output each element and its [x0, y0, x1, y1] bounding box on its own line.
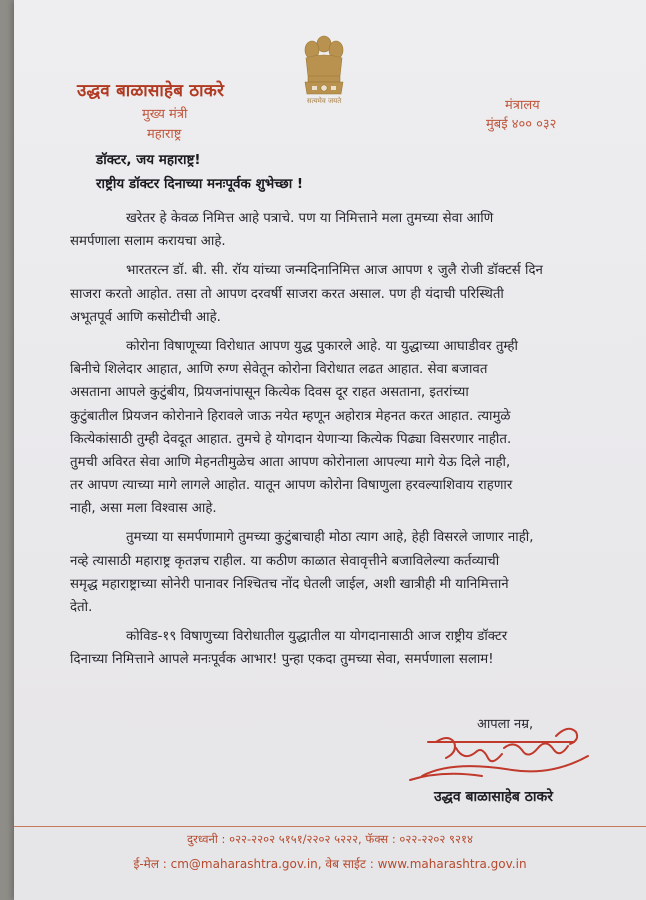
salutation: डॉक्टर, जय महाराष्ट्र!: [96, 152, 201, 168]
body-line: साजरा करतो आहोत. तसा तो आपण दरवर्षी साजरा करत असाल. पण ही यंदाची परिस्थिती: [70, 286, 504, 302]
address-line-1: मंत्रालय: [505, 98, 540, 113]
sender-state: महाराष्ट्र: [147, 127, 182, 142]
closing: आपला नम्र,: [477, 717, 534, 732]
body-line: समर्पणाला सलाम करायचा आहे.: [70, 234, 226, 250]
footer-email-website: ई-मेल : cm@maharashtra.gov.in, वेब साईट : www.maharashtra.gov.in: [133, 857, 527, 871]
body-line: असताना आपले कुटुंबीय, प्रियजनांपासून कित्येक दिवस दूर राहत असताना, इतरांच्या: [70, 385, 469, 401]
sender-title: मुख्य मंत्री: [142, 107, 188, 122]
body-line: तुमची अविरत सेवा आणि मेहनतीमुळेच आता आपण कोरोनाला आपल्या मागे येऊ दिले नाही,: [70, 454, 511, 470]
signatory-name: उद्धव बाळासाहेब ठाकरे: [434, 789, 554, 805]
body-line: नाही, असा मला विश्वास आहे.: [70, 501, 217, 517]
body-line: कुटुंबातील प्रियजन कोरोनाने हिरावले जाऊ नयेत म्हणून अहोरात्र मेहनत करत आहात. त्यामुळे: [70, 408, 511, 424]
body-line: समृद्ध महाराष्ट्राच्या सोनेरी पानावर निश्चितच नोंद घेतली जाईल, अशी खात्रीही मी यानिमित्ताने: [70, 576, 509, 592]
body-line: अभूतपूर्व आणि कसोटीची आहे.: [70, 309, 221, 325]
address-line-2: मुंबई ४०० ०३२: [486, 117, 557, 132]
sender-name: उद्धव बाळासाहेब ठाकरे: [77, 81, 225, 101]
body-line: बिनीचे शिलेदार आहात, आणि रुग्ण सेवेतून कोरोना विरोधात लढत आहात. सेवा बजावत: [70, 362, 488, 378]
body-line: खरेतर हे केवळ निमित्त आहे पत्राचे. पण या निमित्ताने मला तुमच्या सेवा आणि: [126, 211, 494, 226]
body-line: भारतरत्न डॉ. बी. सी. रॉय यांच्या जन्मदिनानिमित्त आज आपण १ जुलै रोजी डॉक्टर्स दिन: [126, 263, 543, 279]
body-line: कोविड-१९ विषाणुच्या विरोधातील युद्धातील या योगदानासाठी आज राष्ट्रीय डॉक्टर: [126, 629, 508, 645]
body-line: कोरोना विषाणूच्या विरोधात आपण युद्ध पुकारले आहे. या युद्धाच्या आघाडीवर तुम्ही: [126, 338, 518, 354]
handwritten-signature: [392, 718, 592, 788]
body-line: तुमच्या या समर्पणामागे तुमच्या कुटुंबाचाही मोठा त्याग आहे, हेही विसरले जाणार नाही,: [126, 530, 534, 546]
body-line: नव्हे त्यासाठी महाराष्ट्र कृतज्ञच राहील. या कठीण काळात सेवावृत्तीने बजाविलेल्या कर्तव्याची: [70, 553, 500, 569]
body-line: कित्येकांसाठी तुम्ही देवदूत आहात. तुमचे हे योगदान येणाऱ्या कित्येक पिढ्या विसरणार नाहीत.: [70, 431, 512, 447]
footer-phone-fax: दुरध्वनी : ०२२-२२०२ ५१५१/२२०२ ५२२२, फॅक्स : ०२२-२२०२ ९२१४: [187, 832, 473, 846]
footer-divider: [14, 826, 646, 827]
letter-body: [70, 207, 618, 672]
body-line: देतो.: [70, 600, 93, 615]
emblem-motto: सत्यमेव जयते: [306, 97, 342, 105]
body-line: तर आपण त्याच्या मागे लागले आहोत. यातून आपण कोरोना विषाणुला हरवल्याशिवाय राहणार: [70, 478, 513, 494]
letter-page: [14, 0, 646, 900]
body-line: दिनाच्या निमित्ताने आपले मनःपूर्वक आभार! पुन्हा एकदा तुमच्या सेवा, समर्पणाला सलाम!: [70, 652, 494, 668]
subject-line: राष्ट्रीय डॉक्टर दिनाच्या मनःपूर्वक शुभेच्छा !: [96, 176, 304, 192]
